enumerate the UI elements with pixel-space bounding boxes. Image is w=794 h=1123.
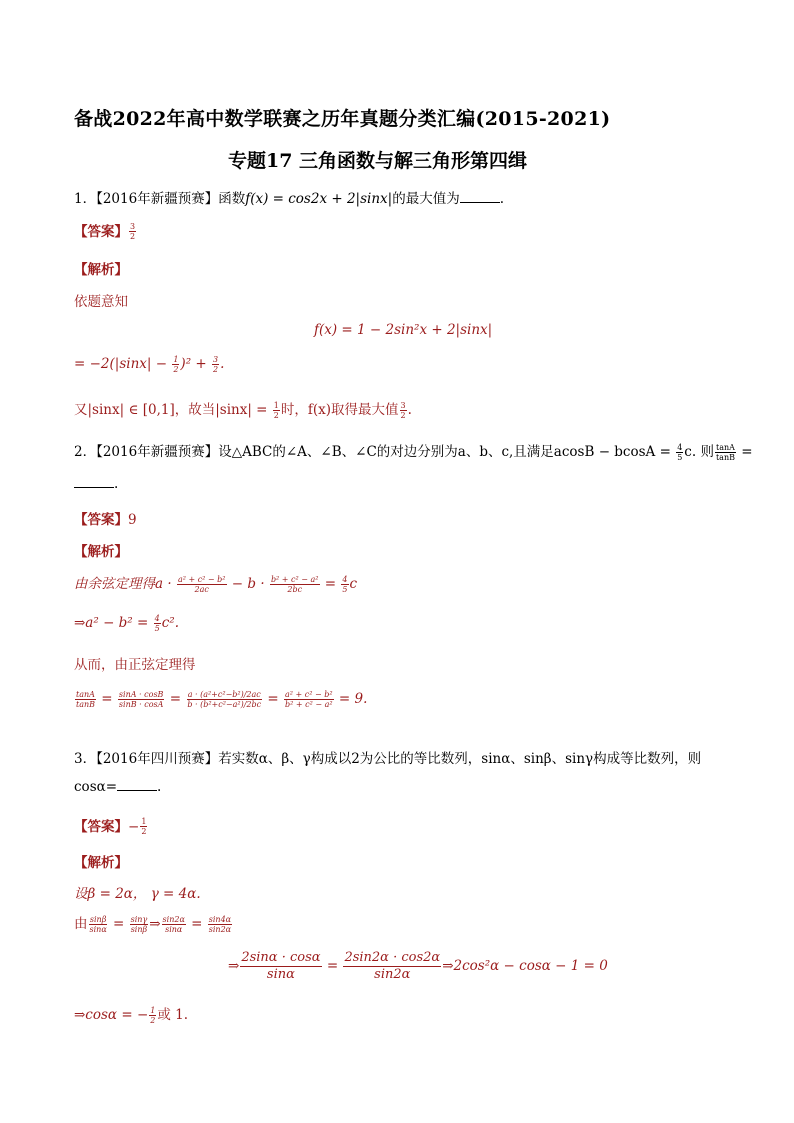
solution-formula: ⇒ $\frac{2\sin\alpha \cdot \cos\alpha}{\sin\alpha}$ = $\frac{2\sin 2\alpha \cdot \cos 2\alpha}{\sin 2\alpha}$ ⇒2cos²α − cosα − 1 = 0 (228, 950, 608, 982)
question-text: 设△ABC的∠A、∠B、∠C的对边分别为a、b、c,且满足acosB − bcosA = (218, 444, 676, 460)
analysis-label: 【解析】 (74, 262, 128, 278)
answer-label: 【答案】 (74, 224, 128, 240)
analysis-label: 【解析】 (74, 544, 128, 560)
solution-line: 设β = 2α， γ = 4α. (74, 886, 201, 902)
solution-line: 从而，由正弦定理得 (74, 657, 196, 673)
solution-formula: f(x) = 1 − 2sin²x + 2|sinx| (314, 322, 493, 338)
solution-line: 由余弦定理得a · $\frac{\text{a² + c² − b²}}{2ac}$ − b · $\frac{\text{b² + c² − a²}}{2bc}$ = $\frac{4}{5}$ c (74, 575, 358, 594)
question-formula: f(x) = cos2x + 2|sinx| (245, 191, 393, 207)
question-1 (74, 187, 504, 207)
solution-line: ⇒cosα = − $\frac{1}{2}$ 或 1. (74, 1006, 189, 1025)
solution-line: $\frac{\tan A}{\tan B}$ = $\frac{\sin A \cdot \cos B}{\sin B \cdot \cos A}$ = $\frac{\text{a · (a²+c²−b²)/2ac}}{\text{b · (b²+c²−a²)/2bc}}$ = $\frac{\text{a² + c² − b²}}{\text{b² + c² − a²}}$ = 9. (76, 690, 368, 709)
question-text: 的最大值为 (392, 191, 460, 207)
question-text: 若实数α、β、γ构成以2为公比的等比数列，sinα、sinβ、sinγ构成等比数列，则 (218, 751, 702, 767)
question-source: 【2016年四川预赛】 (96, 751, 219, 767)
answer-row-2 (74, 508, 137, 528)
document-title: 备战2022年高中数学联赛之历年真题分类汇编(2015-2021) (74, 108, 611, 130)
answer-fraction: $\frac{3}{2}$ (130, 222, 136, 241)
answer-row-3: 【答案】− $\frac{1}{2}$ (74, 817, 147, 836)
question-text: 函数 (218, 191, 246, 207)
question-source: 【2016年新疆预赛】 (96, 444, 219, 460)
answer-blank (460, 192, 500, 203)
answer-blank (74, 477, 114, 488)
answer-blank (117, 780, 157, 791)
solution-line: 又|sinx| ∈ [0,1]，故当|sinx| = $\frac{1}{2}$ 时，f(x)取得最大值 $\frac{3}{2}$ . (74, 401, 412, 420)
answer-value: 9 (128, 512, 137, 528)
analysis-label: 【解析】 (74, 855, 128, 871)
solution-line: = −2(|sinx| − $\frac{1}{2}$ )² + $\frac{3}{2}$ . (74, 355, 225, 374)
solution-line: 依题意知 (74, 294, 128, 310)
answer-blank-row: . (74, 476, 118, 492)
answer-label: 【答案】 (74, 819, 128, 835)
solution-line: 由 $\frac{\sin\beta}{\sin\alpha}$ = $\frac{\sin\gamma}{\sin\beta}$ ⇒ $\frac{\sin 2\alpha}{\sin\alpha}$ = $\frac{\sin 4\alpha}{\sin 2\alpha}$ (74, 915, 232, 934)
document-subtitle: 专题17 三角函数与解三角形第四缉 (228, 150, 528, 172)
question-3: 3．【2016年四川预赛】若实数α、β、γ构成以2为公比的等比数列，sinα、sinβ、sinγ构成等比数列，则 (74, 751, 702, 767)
question-3-cont: cosα= . (74, 779, 162, 795)
period: . (499, 191, 504, 207)
question-source: 【2016年新疆预赛】 (96, 191, 219, 207)
question-2: 2．【2016年新疆预赛】设△ABC的∠A、∠B、∠C的对边分别为a、b、c,且满足acosB − bcosA = $\frac{4}{5}$ c. 则 $\frac{\tan A}{\tan B}$ = (74, 443, 753, 462)
answer-row-1 (74, 220, 137, 241)
question-number: 1． (74, 191, 97, 207)
answer-label: 【答案】 (74, 512, 128, 528)
solution-line: ⇒a² − b² = $\frac{4}{5}$ c². (74, 614, 179, 633)
